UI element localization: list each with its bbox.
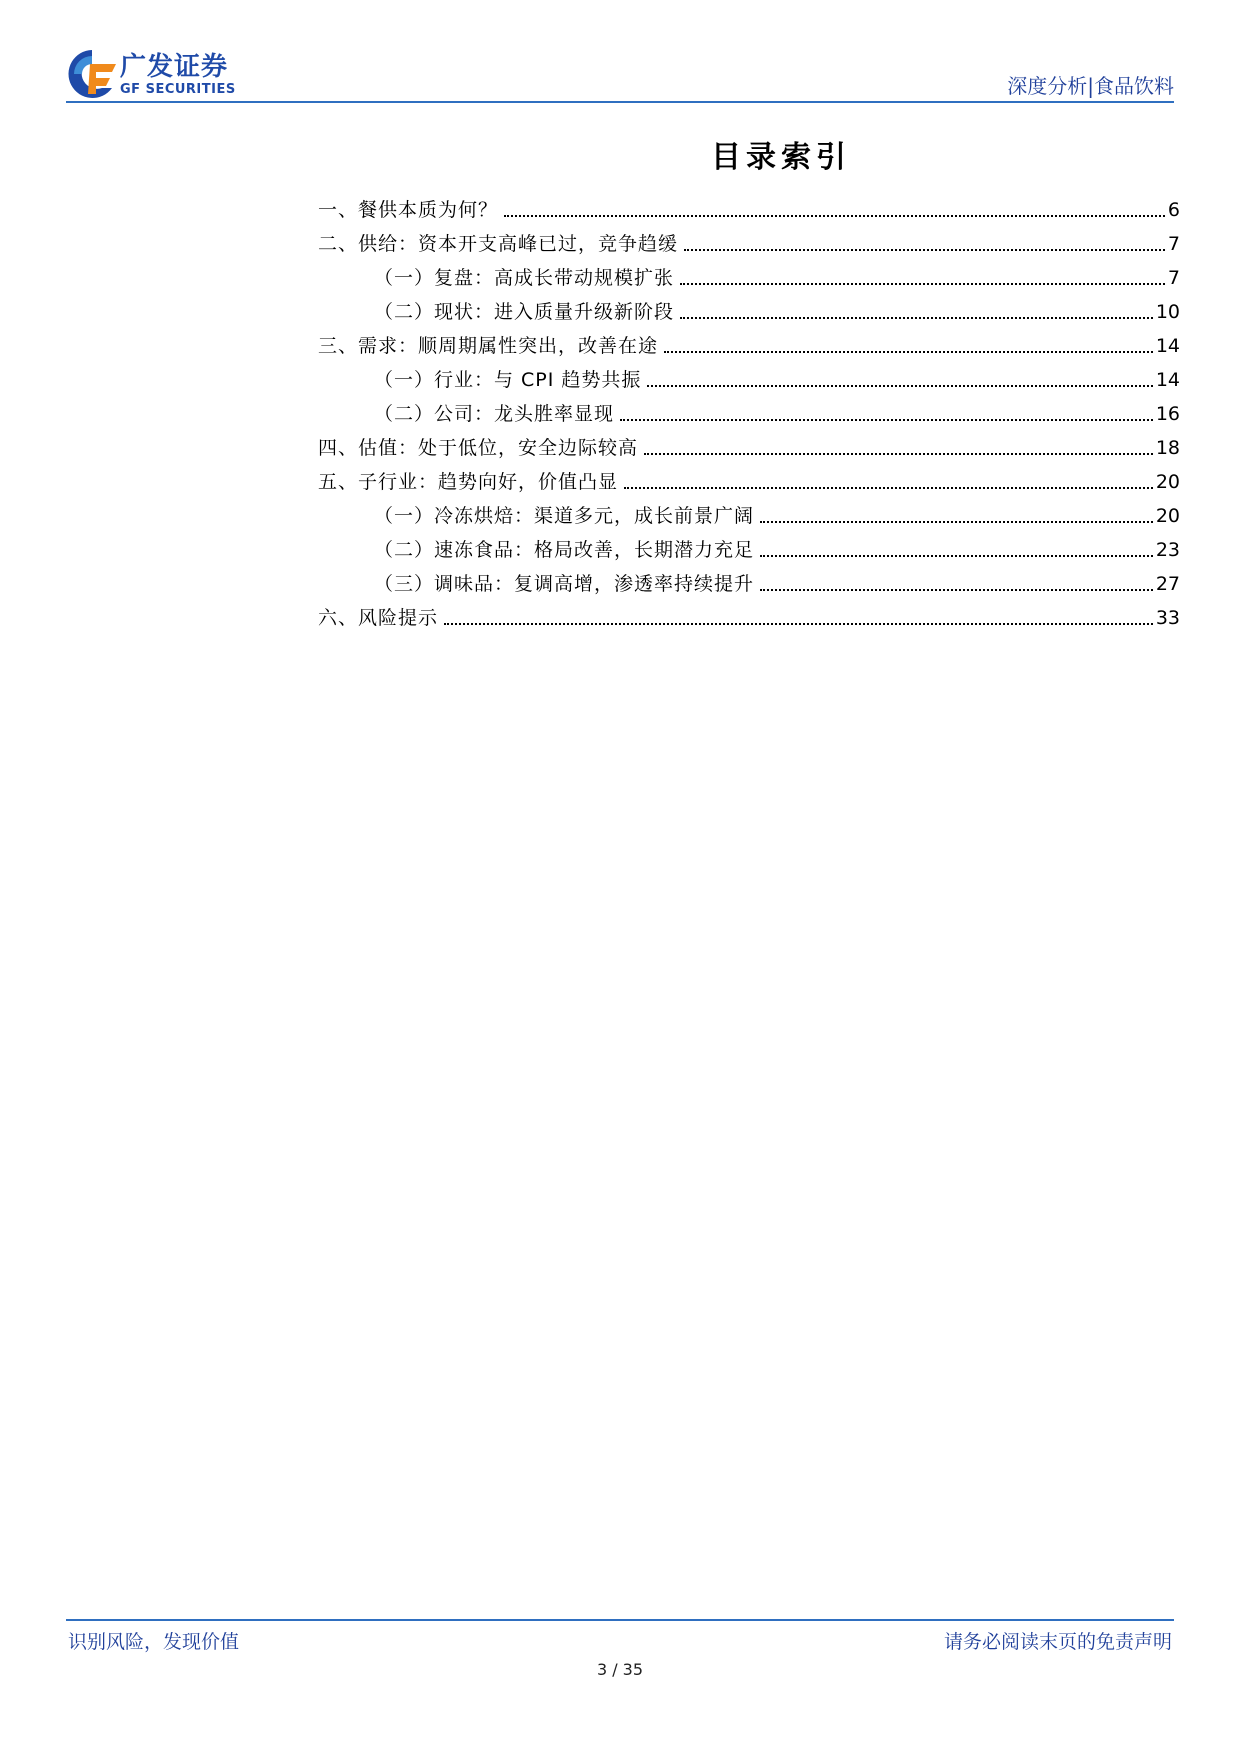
toc-leader-dots [680,283,1165,285]
logo-mark [62,44,122,104]
toc-entry-page: 14 [1155,335,1180,357]
toc-entry[interactable] [318,323,1180,357]
toc-entry-text: （一）冷冻烘焙：渠道多元，成长前景广阔 [374,505,755,527]
toc-entry-text: 五、子行业：趋势向好，价值凸显 [318,471,619,493]
toc-entry-text: （一）行业：与 CPI 趋势共振 [374,369,642,391]
toc-entry-text: 二、供给：资本开支高峰已过，竞争趋缓 [318,233,679,255]
toc-entry-page: 33 [1155,607,1180,629]
toc-leader-dots [504,215,1165,217]
toc-leader-dots [760,555,1153,557]
toc-leader-dots [760,521,1153,523]
toc-leader-dots [664,351,1153,353]
report-type: 深度分析|食品饮料 [1007,74,1174,98]
toc-entry-page: 27 [1155,573,1180,595]
toc-entry[interactable] [318,595,1180,629]
toc-entry-text: 一、餐供本质为何？ [318,199,499,221]
brand-name-en: GF SECURITIES [120,82,236,97]
toc-entry-text: （二）现状：进入质量升级新阶段 [374,301,675,323]
toc-entry[interactable] [318,221,1180,255]
toc-entry[interactable] [318,459,1180,493]
toc-list [318,187,1180,629]
toc-leader-dots [644,453,1153,455]
toc-entry-text: （一）复盘：高成长带动规模扩张 [374,267,675,289]
toc-entry-page: 20 [1155,471,1180,493]
page-number: 3 / 35 [596,1660,644,1679]
brand-name-cn: 广发证券 [120,52,229,82]
toc-entry-text: （二）速冻食品：格局改善，长期潜力充足 [374,539,755,561]
toc-entry-text: 四、估值：处于低位，安全边际较高 [318,437,639,459]
toc-entry-page: 20 [1155,505,1180,527]
toc-entry-page: 16 [1155,403,1180,425]
header-divider [66,101,1174,103]
toc-subentry[interactable] [318,493,1180,527]
toc-subentry[interactable] [318,255,1180,289]
toc-leader-dots [647,385,1152,387]
toc-leader-dots [620,419,1153,421]
toc-subentry[interactable] [318,357,1180,391]
toc-entry-text: （二）公司：龙头胜率显现 [374,403,615,425]
toc-entry-page: 18 [1155,437,1180,459]
toc-leader-dots [624,487,1153,489]
footer-divider [66,1619,1174,1621]
toc-title: 目录索引 [711,140,851,175]
toc-subentry[interactable] [318,561,1180,595]
toc-leader-dots [444,623,1153,625]
toc-leader-dots [684,249,1165,251]
toc-entry-page: 23 [1155,539,1180,561]
toc-entry-page: 7 [1167,267,1180,289]
toc-subentry[interactable] [318,289,1180,323]
toc-entry-page: 10 [1155,301,1180,323]
toc-entry[interactable] [318,425,1180,459]
toc-entry-text: 三、需求：顺周期属性突出，改善在途 [318,335,659,357]
toc-entry-text: （三）调味品：复调高增，渗透率持续提升 [374,573,755,595]
footer-disclaimer: 请务必阅读末页的免责声明 [943,1631,1172,1653]
toc-subentry[interactable] [318,527,1180,561]
toc-leader-dots [760,589,1153,591]
footer-slogan: 识别风险，发现价值 [68,1631,240,1653]
toc-subentry[interactable] [318,391,1180,425]
toc-entry-page: 14 [1155,369,1180,391]
toc-entry-text: 六、风险提示 [318,607,439,629]
toc-entry[interactable] [318,187,1180,221]
toc-leader-dots [680,317,1153,319]
toc-entry-page: 7 [1167,233,1180,255]
toc-entry-page: 6 [1167,199,1180,221]
